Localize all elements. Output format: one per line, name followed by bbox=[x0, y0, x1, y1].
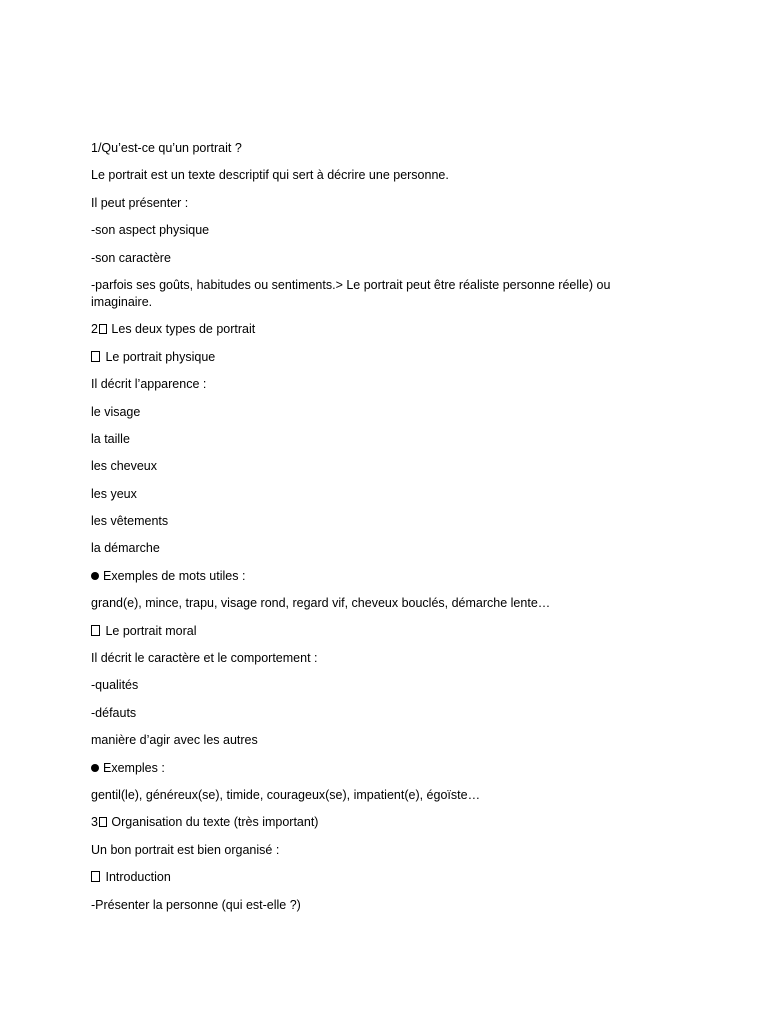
paragraph: gentil(le), généreux(se), timide, courageux(se), impatient(e), égoïste… bbox=[91, 787, 481, 802]
list-item: manière d’agir avec les autres bbox=[91, 733, 258, 748]
list-item: la taille bbox=[91, 431, 130, 446]
bullet-icon bbox=[91, 572, 99, 580]
subheading-physical-portrait: Le portrait physique bbox=[91, 349, 651, 366]
bullet-heading: Exemples de mots utiles : bbox=[91, 568, 651, 585]
document-body bbox=[91, 140, 651, 924]
list-item: -défauts bbox=[91, 705, 137, 720]
bullet-heading: Exemples : bbox=[91, 760, 651, 777]
paragraph: Un bon portrait est bien organisé : bbox=[91, 842, 280, 857]
missing-glyph-icon bbox=[99, 817, 107, 827]
section-heading-3: 3 Organisation du texte (très important) bbox=[91, 815, 319, 830]
bullet-icon bbox=[91, 764, 99, 772]
paragraph: Le portrait est un texte descriptif qui sert à décrire une personne. bbox=[91, 168, 449, 183]
paragraph: grand(e), mince, trapu, visage rond, regard vif, cheveux bouclés, démarche lente… bbox=[91, 596, 551, 611]
list-item: les cheveux bbox=[91, 459, 158, 474]
list-item: le visage bbox=[91, 404, 141, 419]
list-item: les yeux bbox=[91, 486, 137, 501]
list-item: -Présenter la personne (qui est-elle ?) bbox=[91, 897, 301, 912]
list-item: les vêtements bbox=[91, 514, 169, 529]
paragraph: Il peut présenter : bbox=[91, 195, 189, 210]
section-heading-2: 2 Les deux types de portrait bbox=[91, 322, 256, 337]
section-heading-1: 1/Qu’est-ce qu’un portrait ? bbox=[91, 141, 242, 155]
subheading-moral-portrait: Le portrait moral bbox=[91, 623, 651, 640]
paragraph: -parfois ses goûts, habitudes ou sentiments.> Le portrait peut être réaliste personne réelle) ou imaginaire. bbox=[91, 277, 611, 309]
list-item: -son caractère bbox=[91, 250, 171, 265]
list-item: la démarche bbox=[91, 541, 160, 556]
missing-glyph-icon bbox=[91, 625, 100, 636]
paragraph: Il décrit le caractère et le comportement : bbox=[91, 651, 318, 666]
missing-glyph-icon bbox=[91, 351, 100, 362]
subheading-introduction: Introduction bbox=[91, 869, 651, 886]
paragraph: Il décrit l’apparence : bbox=[91, 377, 207, 392]
list-item: -qualités bbox=[91, 678, 139, 693]
missing-glyph-icon bbox=[99, 324, 107, 334]
list-item: -son aspect physique bbox=[91, 223, 210, 238]
missing-glyph-icon bbox=[91, 871, 100, 882]
